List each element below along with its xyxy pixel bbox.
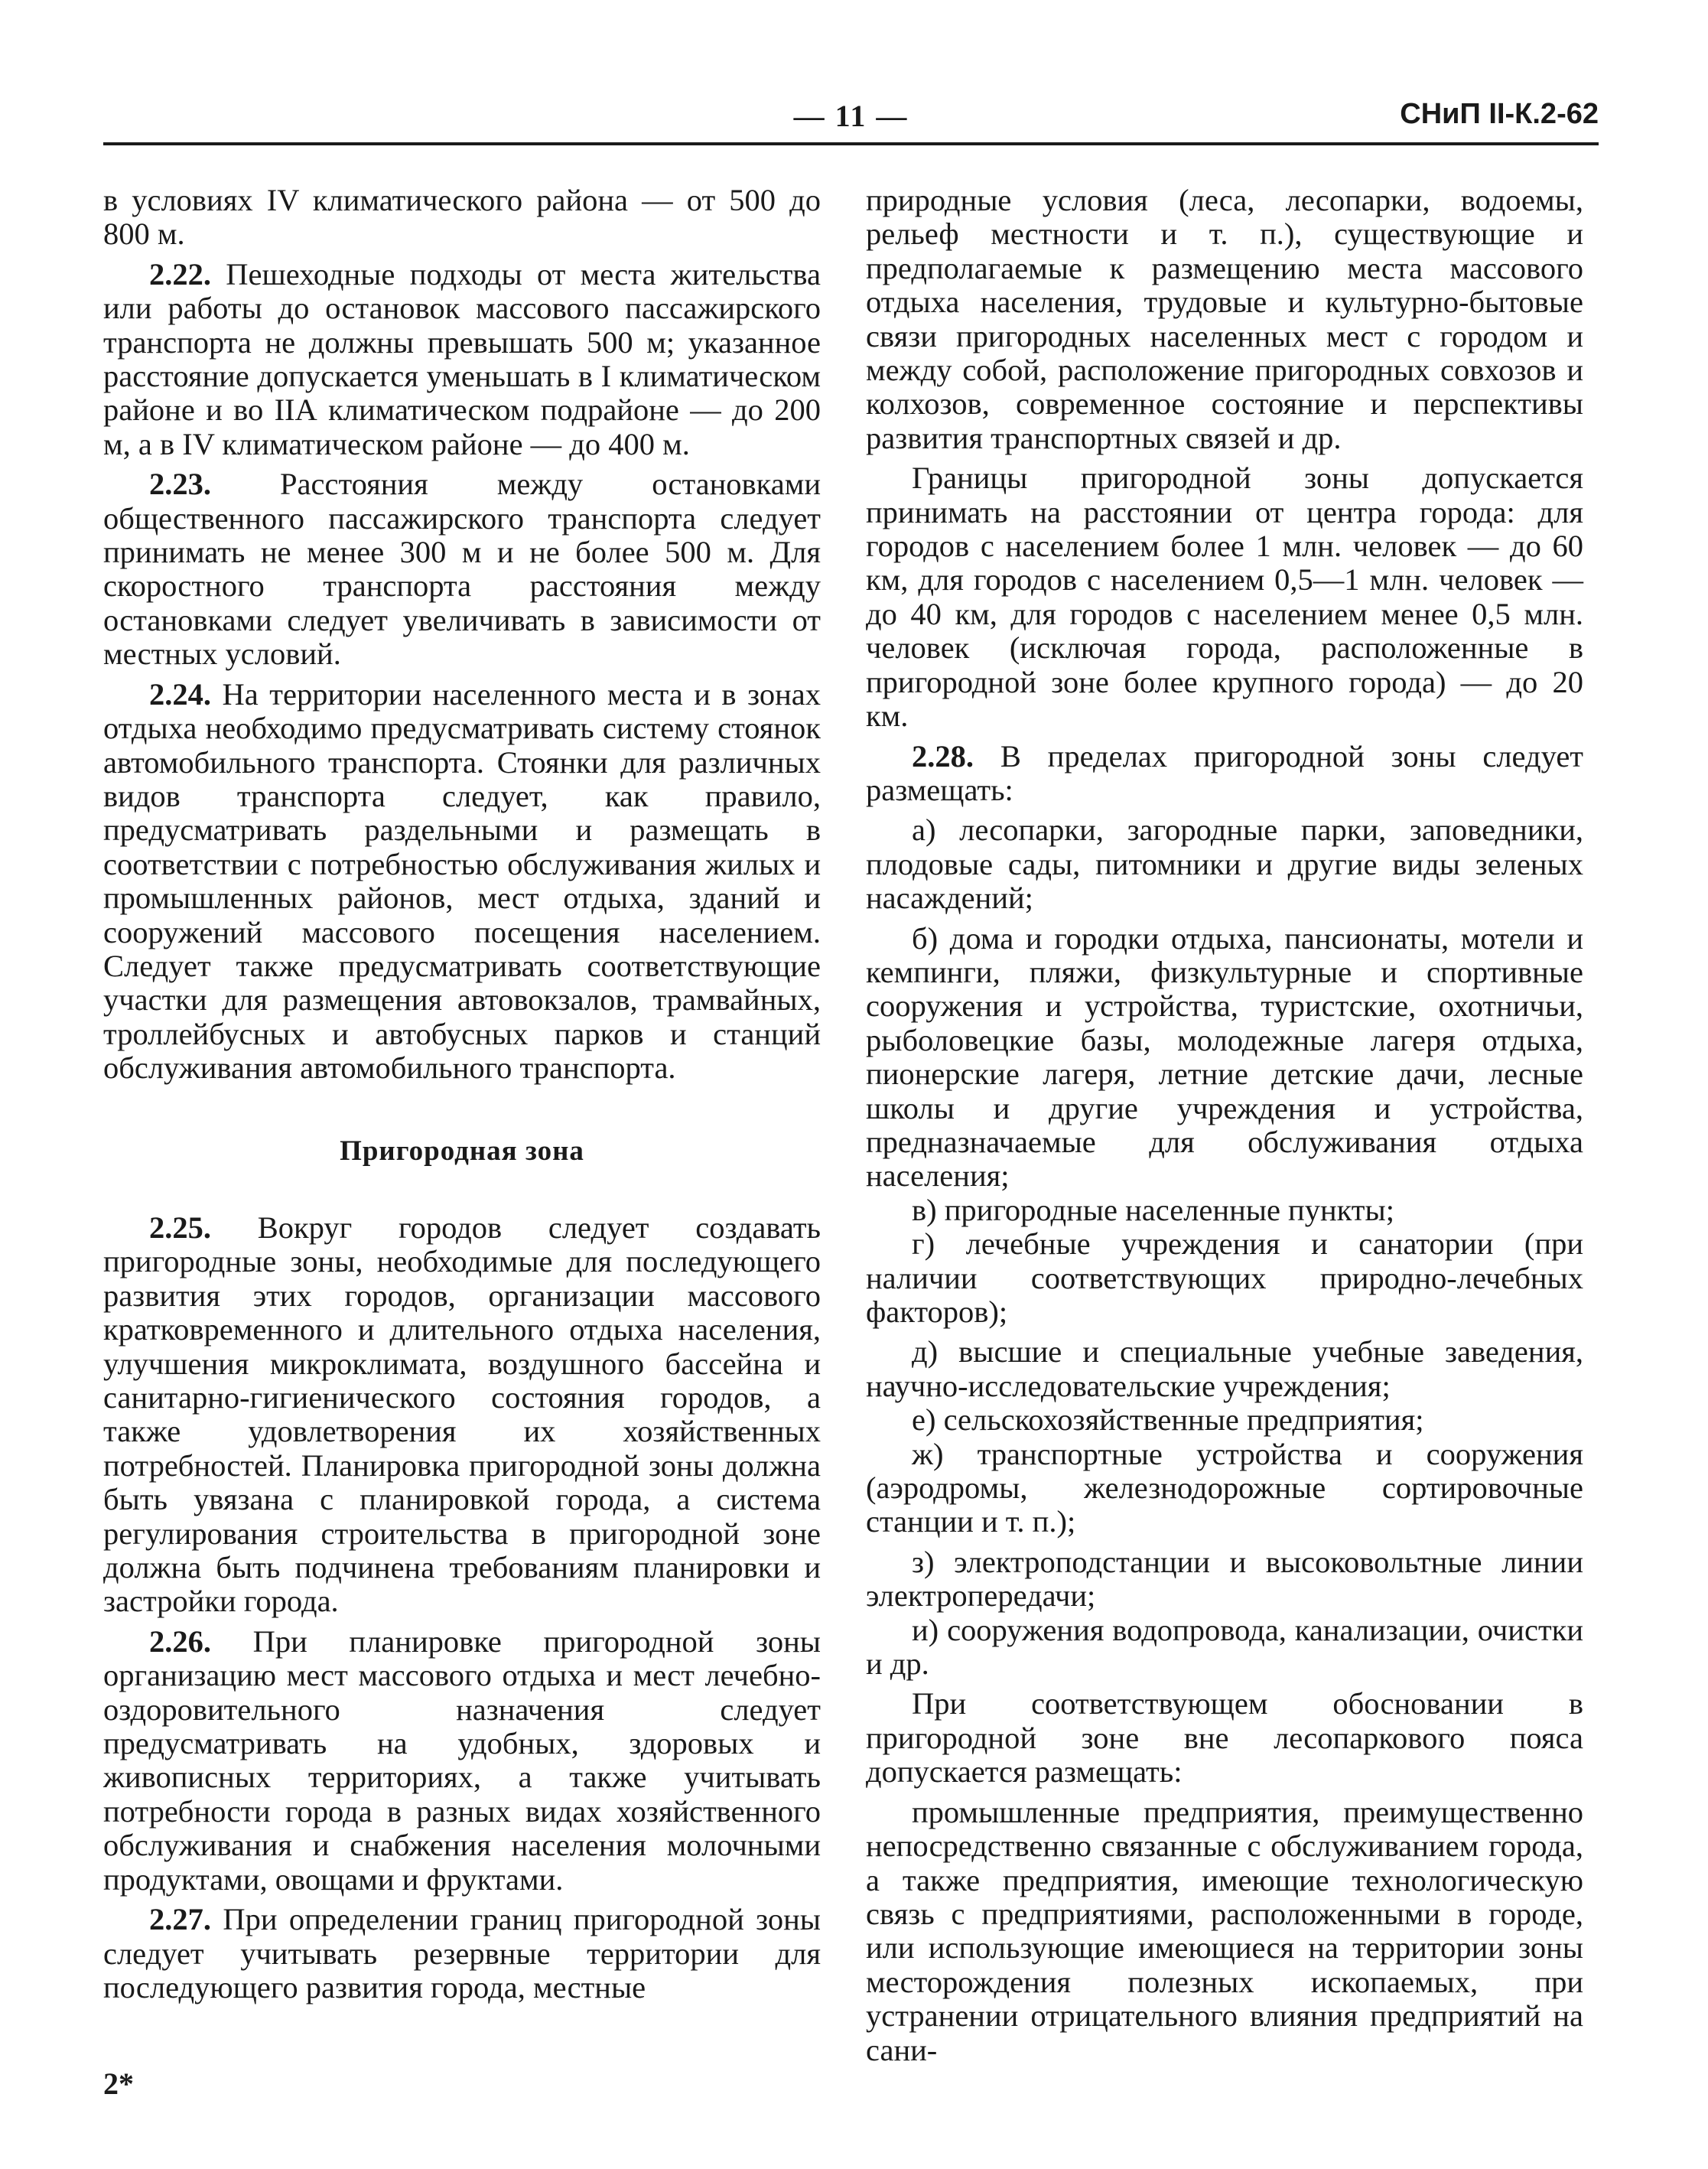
clause-text: На территории населенного места и в зонах отдыха необходимо предусматривать систему стоянок автомобильного транспорта. Стоянки для различных видов транспорта следует, как правило, предусматривать раздельными и размещать в соответствии с потребностью обслуживания жилых и промышленных районов, мест отдыха, зданий и сооружений массового посещения населением. Следует также предусматривать соответствующие участки для размещения автовокзалов, трамвайных, троллейбусных и автобусных парков и станций обслуживания автомобильного транспорта. — [103, 676, 821, 1086]
clause-number: 2.24. — [149, 676, 211, 712]
paragraph-2-22 — [103, 258, 821, 461]
paragraph-continuation: природные условия (леса, лесопарки, водоемы, рельеф местности и т. п.), существующие и предполагаемые к размещению места массового отдыха населения, трудовые и культурно-бытовые связи пригородных населенных мест с городом и между собой, расположение пригородных совхозов и колхозов, современное состояние и перспективы развития транспортных связей и др. — [866, 183, 1583, 455]
page-number: — 11 — — [793, 99, 909, 133]
paragraph-2-26 — [103, 1625, 821, 1897]
paragraph-continuation: в условиях IV климатического района — от 500 до 800 м. — [103, 183, 821, 252]
clause-number: 2.25. — [149, 1210, 211, 1245]
clause-number: 2.23. — [149, 467, 211, 502]
list-item-a: а) лесопарки, загородные парки, заповедники, плодовые сады, питомники и другие виды зеленых насаждений; — [866, 813, 1583, 916]
clause-number: 2.27. — [149, 1902, 211, 1937]
list-item-g: г) лечебные учреждения и санатории (при наличии соответствующих природно-лечебных факторов); — [866, 1226, 1583, 1329]
paragraph-2-24 — [103, 678, 821, 1086]
clause-number: 2.26. — [149, 1623, 211, 1659]
clause-text: При определении границ пригородной зоны следует учитывать резервные территории для последующего развития города, местные — [103, 1902, 821, 2005]
left-column — [103, 184, 821, 2005]
list-item-v: в) пригородные населенные пункты; — [912, 1192, 1394, 1227]
list-item-i: и) сооружения водопровода, канализации, очистки и др. — [866, 1612, 1583, 1682]
paragraph-2-25 — [103, 1211, 821, 1619]
right-column — [866, 184, 1583, 2067]
clause-number: 2.28. — [912, 738, 974, 773]
list-item-zh: ж) транспортные устройства и сооружения (аэродромы, железнодорожные сортировочные станции и т. п.); — [866, 1436, 1583, 1539]
list-item-z: з) электроподстанции и высоковольтные линии электропередачи; — [866, 1544, 1583, 1614]
clause-text: Расстояния между остановками общественного пассажирского транспорта следует принимать не менее 300 м и не более 500 м. Для скоростного транспорта расстояния между остановками следует увеличивать в зависимости от местных условий. — [103, 467, 821, 672]
clause-text: В пределах пригородной зоны следует размещать: — [866, 738, 1583, 807]
section-heading: Пригородная зона — [340, 1135, 584, 1167]
paragraph-justification: При соответствующем обосновании в пригородной зоне вне лесопаркового пояса допускается размещать: — [866, 1686, 1583, 1790]
signature-mark: 2* — [103, 2066, 134, 2101]
clause-number: 2.22. — [149, 256, 211, 291]
clause-text: Пешеходные подходы от места жительства или работы до остановок массового пассажирского транспорта не должны превышать 500 м; указанное расстояние допускается уменьшать в I климатическом районе и во IIА климатическом подрайоне — до 200 м, а в IV климатическом районе — до 400 м. — [103, 256, 821, 461]
paragraph-boundaries: Границы пригородной зоны допускается принимать на расстоянии от центра города: для городов с населением более 1 млн. человек — до 60 км, для городов с населением 0,5—1 млн. человек — до 40 км, для городов с населением менее 0,5 млн. человек (исключая города, расположенные в пригородной зоне более крупного города) — до 20 км. — [866, 461, 1583, 734]
paragraph-industrial: промышленные предприятия, преимущественно непосредственно связанные с обслуживанием города, а также предприятия, имеющие технологическую связь с предприятиями, расположенными в городе, или использующие имеющиеся на территории зоны месторождения полезных ископаемых, при устранении отрицательного влияния предприятий на сани- — [866, 1794, 1583, 2067]
list-item-e: е) сельскохозяйственные предприятия; — [912, 1402, 1424, 1438]
list-item-d: д) высшие и специальные учебные заведения, научно-исследовательские учреждения; — [866, 1334, 1583, 1403]
clause-text: При планировке пригородной зоны организацию мест массового отдыха и мест лечебно-оздоровительного назначения следует предусматривать на удобных, здоровых и живописных территориях, а также учитывать потребности города в разных видах хозяйственного обслуживания и снабжения населения молочными продуктами, овощами и фруктами. — [103, 1623, 821, 1897]
page-header — [103, 98, 1599, 144]
document-code: СНиП II-К.2-62 — [1400, 98, 1599, 130]
paragraph-2-28 — [866, 740, 1583, 808]
list-item-b: б) дома и городки отдыха, пансионаты, мотели и кемпинги, пляжи, физкультурные и спортивные сооружения и устройства, туристские, охотничьи, рыболовецкие базы, молодежные лагеря отдыха, пионерские лагеря, летние детские дачи, лесные школы и другие учреждения и устройства, предназначаемые для обслуживания отдыха населения; — [866, 920, 1583, 1194]
clause-text: Вокруг городов следует создавать пригородные зоны, необходимые для последующего развития этих городов, организации массового кратковременного и длительного отдыха населения, улучшения микроклимата, воздушного бассейна и санитарно-гигиенического состояния городов, а также удовлетворения их хозяйственных потребностей. Планировка пригородной зоны должна быть увязана с планировкой города, а система регулирования строительства в пригородной зоне должна быть подчинена требованиям планировки и застройки города. — [103, 1210, 821, 1619]
paragraph-2-23 — [103, 467, 821, 671]
paragraph-2-27 — [103, 1903, 821, 2005]
header-rule — [103, 142, 1599, 145]
